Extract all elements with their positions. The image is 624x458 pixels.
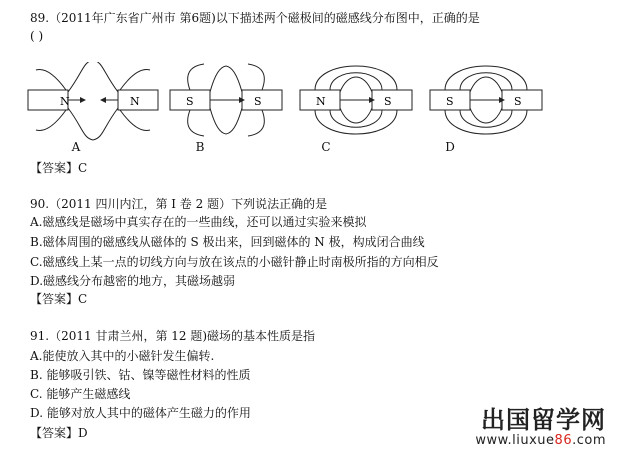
pole-a-right: N [130, 95, 140, 108]
pole-a-left: N [60, 95, 70, 108]
q90-option-b: B.磁体周围的磁感线从磁体的 S 极出来，回到磁体的 N 极，构成闭合曲线 [30, 235, 425, 249]
q90-option-c: C.磁感线上某一点的切线方向与放在该点的小磁针静止时南极所指的方向相反 [30, 255, 439, 269]
q91-option-d: D. 能够对放人其中的磁体产生磁力的作用 [30, 406, 251, 420]
q90-stem: 90.（2011 四川内江，第 I 卷 2 题）下列说法正确的是 [30, 197, 328, 211]
q90-option-a: A.磁感线是磁场中真实存在的一些曲线，还可以通过实验来模拟 [30, 215, 367, 229]
watermark-url-highlight: 86 [554, 433, 573, 448]
pole-c-right: S [384, 95, 392, 108]
watermark-url-prefix: www.liuxue [475, 433, 555, 448]
q89-answer: 【答案】C [30, 161, 88, 175]
site-watermark [475, 407, 606, 448]
q91-option-a: A.能使放入其中的小磁针发生偏转. [30, 349, 215, 363]
figure-label-a: A [71, 140, 81, 154]
watermark-url-suffix: .com [572, 433, 606, 448]
q90-option-d: D.磁感线分布越密的地方，其磁场越弱 [30, 274, 236, 288]
q89-figures [20, 62, 620, 142]
q90-answer: 【答案】C [30, 292, 88, 306]
pole-b-left: S [186, 95, 194, 108]
q91-option-b: B. 能够吸引铁、钴、镍等磁性材料的性质 [30, 368, 251, 382]
q89-stem: 89.（2011年广东省广州市 第6题)以下描述两个磁极间的磁感线分布图中，正确的是 [30, 11, 480, 25]
q91-stem: 91.（2011 甘肃兰州，第 12 题)磁场的基本性质是指 [30, 329, 316, 343]
q89-paren: ( ) [30, 29, 44, 43]
q91-answer: 【答案】D [30, 426, 88, 440]
figure-label-c: C [321, 140, 331, 154]
q91-option-c: C. 能够产生磁感线 [30, 387, 131, 401]
pole-d-left: S [446, 95, 454, 108]
watermark-title: 出国留学网 [481, 406, 606, 434]
watermark-url [475, 433, 606, 448]
figure-label-d: D [445, 140, 455, 154]
pole-b-right: S [254, 95, 262, 108]
pole-c-left: N [316, 95, 326, 108]
figure-label-b: B [195, 140, 205, 154]
pole-d-right: S [514, 95, 522, 108]
